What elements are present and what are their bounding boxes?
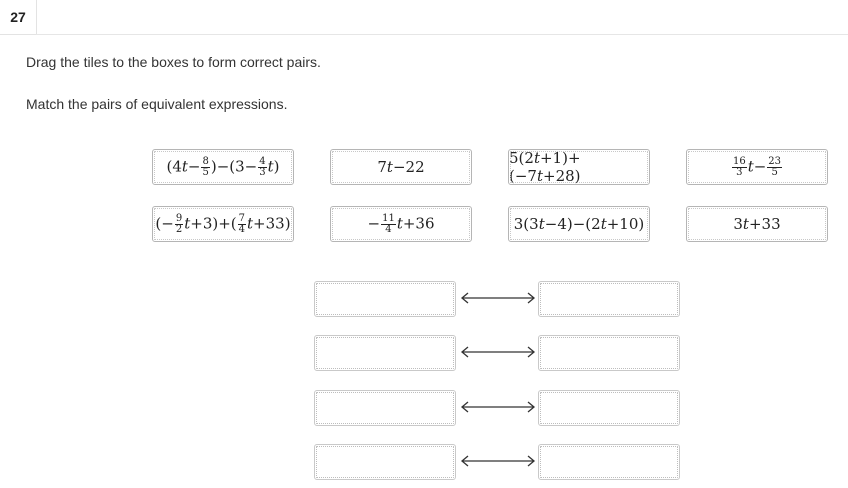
drop-box-left-1[interactable] bbox=[314, 281, 456, 317]
double-headed-arrow-icon bbox=[460, 401, 536, 413]
drop-box-right-1[interactable] bbox=[538, 281, 680, 317]
drop-box-left-3[interactable] bbox=[314, 390, 456, 426]
drop-box-left-4[interactable] bbox=[314, 444, 456, 480]
drop-box-left-2[interactable] bbox=[314, 335, 456, 371]
tile-expression-3[interactable] bbox=[508, 149, 650, 185]
double-headed-arrow-icon bbox=[460, 292, 536, 304]
tile-expression-4[interactable] bbox=[686, 149, 828, 185]
tile-expression-8[interactable] bbox=[686, 206, 828, 242]
instruction-drag: Drag the tiles to the boxes to form correct pairs. bbox=[26, 54, 321, 70]
instruction-match: Match the pairs of equivalent expressions. bbox=[26, 96, 288, 112]
tile-expression-2[interactable] bbox=[330, 149, 472, 185]
drop-box-right-4[interactable] bbox=[538, 444, 680, 480]
double-headed-arrow-icon bbox=[460, 455, 536, 467]
tile-expression-6[interactable] bbox=[330, 206, 472, 242]
tile-text: − $\frac{11}{4}$ t+36 bbox=[367, 212, 435, 235]
header-divider bbox=[36, 34, 848, 35]
tile-text: (− $\frac{9}{2}$ t+3)+( $\frac{7}{4}$ t+33) bbox=[155, 212, 291, 235]
tile-text: 7t−22 bbox=[377, 158, 425, 176]
tile-text: 3t+33 bbox=[733, 215, 781, 233]
tile-text: (4t− $\frac{8}{5}$ )−(3− $\frac{4}{3}$ t) bbox=[166, 155, 280, 178]
drop-box-right-3[interactable] bbox=[538, 390, 680, 426]
tile-text: 5(2t+1)+(−7t+28) bbox=[509, 149, 581, 185]
question-number: 27 bbox=[0, 0, 37, 35]
double-headed-arrow-icon bbox=[460, 346, 536, 358]
tile-expression-5[interactable] bbox=[152, 206, 294, 242]
tile-expression-1[interactable] bbox=[152, 149, 294, 185]
drop-box-right-2[interactable] bbox=[538, 335, 680, 371]
tile-text: $\frac{16}{3}$ t− $\frac{23}{5}$ bbox=[732, 155, 782, 178]
tile-text: 3(3t−4)−(2t+10) bbox=[513, 215, 645, 233]
tile-expression-7[interactable] bbox=[508, 206, 650, 242]
